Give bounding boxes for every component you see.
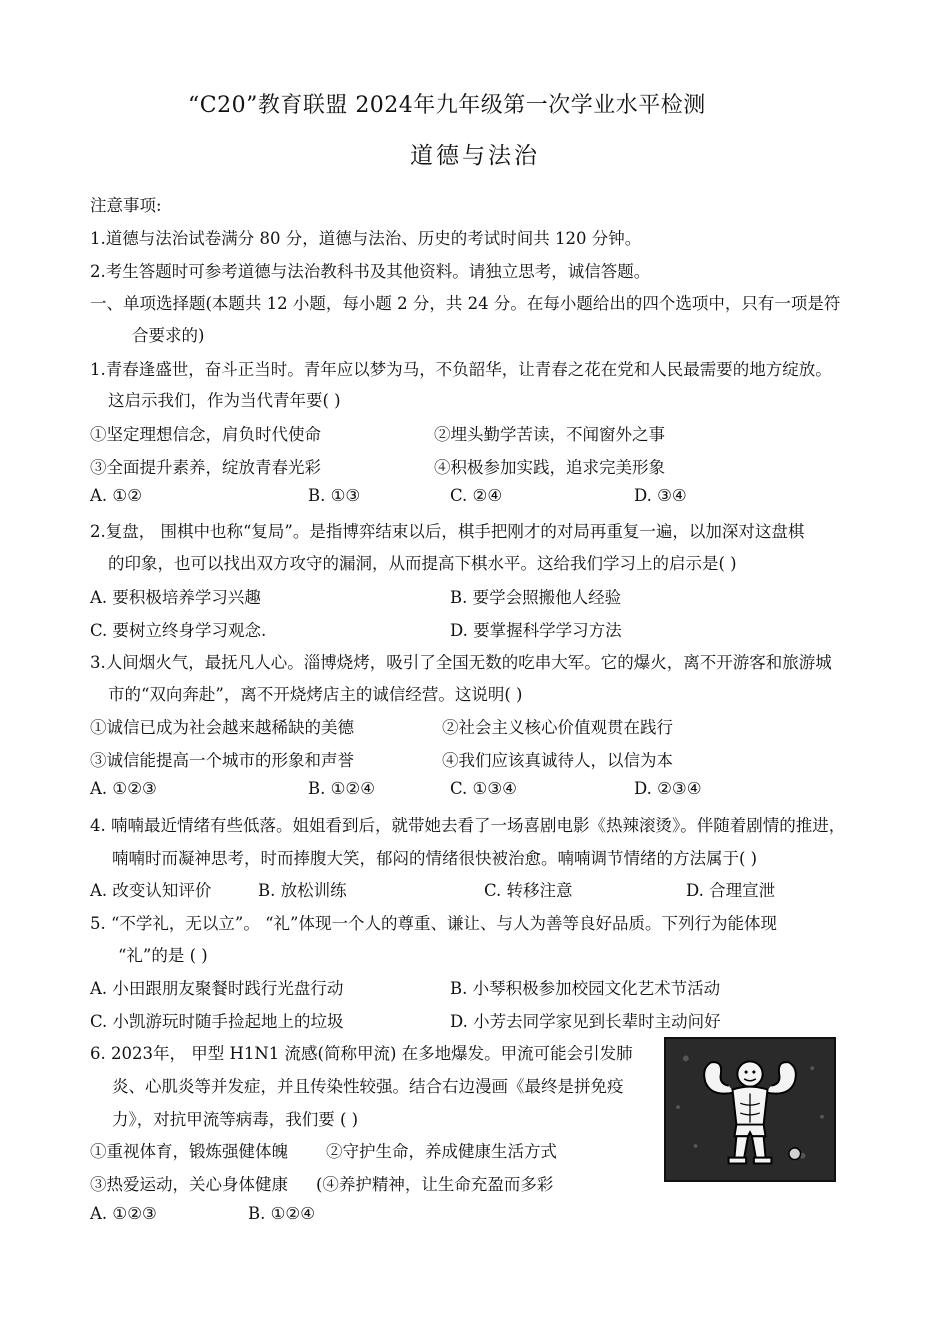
q6-statement-3: ③热爱运动，关心身体健康 (90, 1175, 288, 1194)
question-6-stem-cont-2: 力》，对抗甲流等病毒，我们要 ( ) (112, 1110, 359, 1129)
q4-option-a: A. 改变认知评价 (90, 881, 212, 900)
q4-option-b: B. 放松训练 (258, 881, 347, 900)
q5-option-c: C. 小凯游玩时随手捡起地上的垃圾 (90, 1012, 344, 1031)
q2-option-c: C. 要树立终身学习观念. (90, 621, 267, 640)
q3-statement-1: ①诚信已成为社会越来越稀缺的美德 (90, 718, 354, 737)
q2-option-d: D. 要掌握科学学习方法 (450, 621, 622, 640)
q3-option-d: D. ②③④ (634, 779, 702, 798)
cartoon-image (664, 1037, 836, 1182)
question-4-stem-cont: 喃喃时而凝神思考，时而捧腹大笑，郁闷的情绪很快被治愈。喃喃调节情绪的方法属于( ) (112, 849, 758, 868)
q3-statement-4: ④我们应该真诚待人，以信为本 (442, 751, 673, 770)
q4-option-c: C. 转移注意 (484, 881, 573, 900)
notes-item-2: 2.考生答题时可参考道德与法治教科书及其他资料。请独立思考，诚信答题。 (90, 262, 651, 281)
q6-statement-2: ②守护生命，养成健康生活方式 (326, 1142, 557, 1161)
subject-title: 道德与法治 (410, 143, 540, 169)
question-4-stem: 4. 喃喃最近情绪有些低落。姐姐看到后，就带她去看了一场喜剧电影《热辣滚烫》。伴随着剧情的推进， (90, 816, 846, 835)
question-2-stem: 2.复盘， 围棋中也称“复局”。是指博弈结束以后，棋手把刚才的对局再重复一遍，以加深对这盘棋 (90, 522, 805, 541)
question-2-stem-cont: 的印象，也可以找出双方攻守的漏洞，从而提高下棋水平。这给我们学习上的启示是( ) (108, 554, 737, 573)
q5-option-b: B. 小琴积极参加校园文化艺术节活动 (450, 979, 721, 998)
q1-statement-2: ②埋头勤学苦读，不闻窗外之事 (434, 425, 665, 444)
q1-option-b: B. ①③ (308, 486, 361, 505)
q2-option-b: B. 要学会照搬他人经验 (450, 588, 622, 607)
q3-option-a: A. ①②③ (90, 779, 157, 798)
q1-option-d: D. ③④ (634, 486, 687, 505)
q2-option-a: A. 要积极培养学习兴趣 (90, 588, 261, 607)
notes-item-1: 1.道德与法治试卷满分 80 分，道德与法治、历史的考试时间共 120 分钟。 (90, 229, 642, 248)
question-6-stem: 6. 2023年， 甲型 H1N1 流感(简称甲流) 在多地爆发。甲流可能会引发肺 (90, 1044, 633, 1063)
q3-option-c: C. ①③④ (450, 779, 517, 798)
q3-option-b: B. ①②④ (308, 779, 375, 798)
q1-option-a: A. ①② (90, 486, 142, 505)
question-6-stem-cont-1: 炎、心肌炎等并发症，并且传染性较强。结合右边漫画《最终是拼免疫 (112, 1077, 624, 1096)
section-heading-cont: 合要求的) (132, 326, 205, 345)
q1-option-c: C. ②④ (450, 486, 503, 505)
q6-option-a: A. ①②③ (90, 1204, 157, 1223)
question-3-stem: 3.人间烟火气，最抚凡人心。淄博烧烤，吸引了全国无数的吃串大军。它的爆火，离不开游客和旅游城 (90, 653, 832, 672)
q5-option-a: A. 小田跟朋友聚餐时践行光盘行动 (90, 979, 344, 998)
strongman-illustration (666, 1039, 834, 1180)
question-5-stem: 5. “不学礼，无以立”。 “礼”体现一个人的尊重、谦让、与人为善等良好品质。下列行为能体现 (90, 914, 777, 933)
q1-statement-3: ③全面提升素养，绽放青春光彩 (90, 458, 321, 477)
q6-statement-4: (④养护精神，让生命充盈而多彩 (316, 1175, 554, 1194)
q4-option-d: D. 合理宣泄 (686, 881, 776, 900)
q5-option-d: D. 小芳去同学家见到长辈时主动问好 (450, 1012, 721, 1031)
q6-statement-1: ①重视体育，锻炼强健体魄 (90, 1142, 288, 1161)
q3-statement-3: ③诚信能提高一个城市的形象和声誉 (90, 751, 354, 770)
question-1-stem: 1.青春逢盛世，奋斗正当时。青年应以梦为马，不负韶华，让青春之花在党和人民最需要的地方绽放。 (90, 360, 832, 379)
q6-option-b: B. ①②④ (248, 1204, 315, 1223)
q1-statement-4: ④积极参加实践，追求完美形象 (434, 458, 665, 477)
exam-title: “C20”教育联盟 2024年九年级第一次学业水平检测 (188, 93, 706, 118)
section-heading: 一、单项选择题(本题共 12 小题，每小题 2 分，共 24 分。在每小题给出的四个选项中，只有一项是符 (90, 294, 841, 313)
question-1-stem-cont: 这启示我们，作为当代青年要( ) (108, 391, 341, 410)
q1-statement-1: ①坚定理想信念，肩负时代使命 (90, 425, 321, 444)
question-3-stem-cont: 市的“双向奔赴”，离不开烧烤店主的诚信经营。这说明( ) (108, 685, 523, 704)
q3-statement-2: ②社会主义核心价值观贯在践行 (442, 718, 673, 737)
notes-heading: 注意事项: (90, 196, 162, 215)
question-5-stem-cont: “礼”的是 ( ) (118, 946, 208, 965)
